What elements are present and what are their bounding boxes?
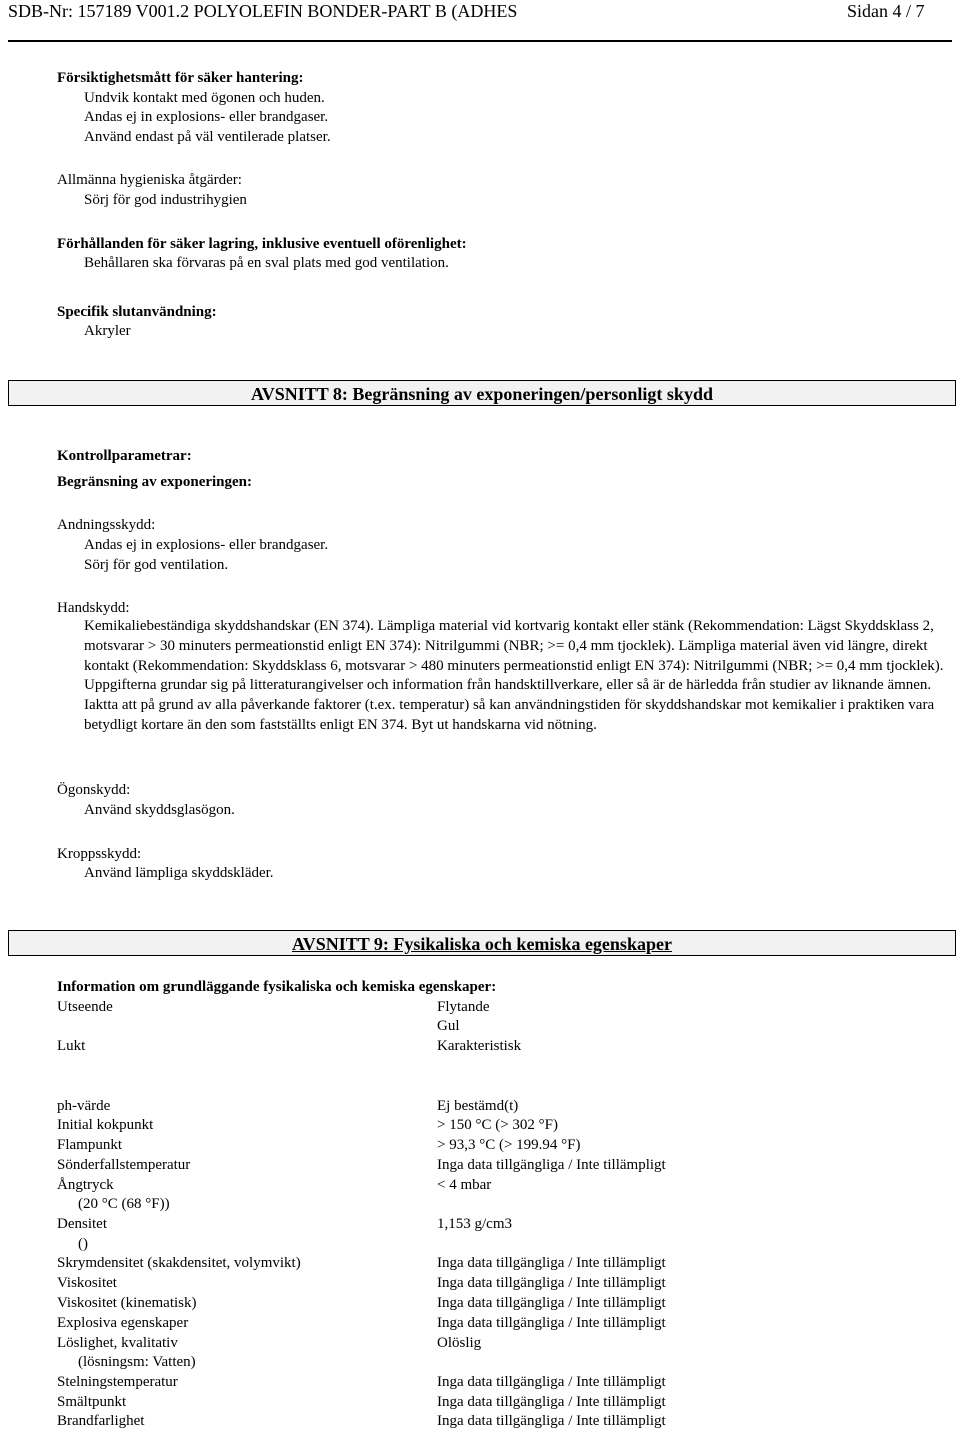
- hygiene-line: Sörj för god industrihygien: [84, 192, 247, 208]
- section-9-title: AVSNITT 9: Fysikaliska och kemiska egenskaper: [292, 934, 672, 954]
- handling-line: Andas ej in explosions- eller brandgaser.: [84, 109, 329, 125]
- property-label: Flampunkt: [57, 1137, 123, 1153]
- exposure-limits-title: Begränsning av exponeringen:: [57, 474, 253, 490]
- property-value: Karakteristisk: [437, 1038, 522, 1054]
- property-value: > 93,3 °C (> 199.94 °F): [437, 1137, 581, 1153]
- property-value: 1,153 g/cm3: [437, 1216, 512, 1232]
- end-use-title: Specifik slutanvändning:: [57, 304, 217, 320]
- property-value: Inga data tillgängliga / Inte tillämpligt: [437, 1394, 666, 1410]
- property-label: Löslighet, kvalitativ: [57, 1335, 178, 1351]
- property-condition: (lösningsm: Vatten): [78, 1354, 196, 1370]
- respiratory-line: Andas ej in explosions- eller brandgaser.: [84, 537, 329, 553]
- property-condition: (): [78, 1236, 88, 1252]
- hygiene-title: Allmänna hygieniska åtgärder:: [57, 172, 242, 188]
- property-value: Flytande: [437, 999, 490, 1015]
- handling-line: Använd endast på väl ventilerade platser.: [84, 129, 331, 145]
- property-label: ph-värde: [57, 1098, 111, 1114]
- body-protection-label: Kroppsskydd:: [57, 846, 142, 862]
- control-parameters-title: Kontrollparametrar:: [57, 448, 192, 464]
- property-label: Sönderfallstemperatur: [57, 1157, 191, 1173]
- respiratory-line: Sörj för god ventilation.: [84, 557, 229, 573]
- section-9-header: [8, 930, 956, 956]
- property-label: Smältpunkt: [57, 1394, 127, 1410]
- property-label: Densitet: [57, 1216, 107, 1232]
- physical-info-title: Information om grundläggande fysikaliska och kemiska egenskaper:: [57, 979, 497, 995]
- property-value: Inga data tillgängliga / Inte tillämpligt: [437, 1374, 666, 1390]
- property-value: Inga data tillgängliga / Inte tillämpligt: [437, 1255, 666, 1271]
- end-use-line: Akryler: [84, 323, 131, 339]
- property-label: Utseende: [57, 999, 113, 1015]
- property-value: Ej bestämd(t): [437, 1098, 519, 1114]
- property-label: Stelningstemperatur: [57, 1374, 178, 1390]
- eye-protection-line: Använd skyddsglasögon.: [84, 802, 235, 818]
- header-rule: [8, 40, 952, 42]
- property-label: Lukt: [57, 1038, 86, 1054]
- document-id: SDB-Nr: 157189 V001.2 POLYOLEFIN BONDER-PART B (ADHES: [8, 1, 518, 21]
- property-value: Inga data tillgängliga / Inte tillämpligt: [437, 1295, 666, 1311]
- property-value: > 150 °C (> 302 °F): [437, 1117, 559, 1133]
- eye-protection-label: Ögonskydd:: [57, 782, 131, 798]
- property-value: Gul: [437, 1018, 460, 1034]
- property-value: Inga data tillgängliga / Inte tillämpligt: [437, 1315, 666, 1331]
- respiratory-label: Andningsskydd:: [57, 517, 156, 533]
- handling-line: Undvik kontakt med ögonen och huden.: [84, 90, 325, 106]
- storage-title: Förhållanden för säker lagring, inklusive eventuell oförenlighet:: [57, 236, 467, 252]
- page-number: Sidan 4 / 7: [847, 1, 925, 21]
- property-label: Initial kokpunkt: [57, 1117, 154, 1133]
- property-label: Brandfarlighet: [57, 1413, 145, 1429]
- property-value: Inga data tillgängliga / Inte tillämpligt: [437, 1413, 666, 1429]
- property-label: Explosiva egenskaper: [57, 1315, 189, 1331]
- section-8-title: AVSNITT 8: Begränsning av exponeringen/personligt skydd: [251, 384, 713, 404]
- hand-protection-label: Handskydd:: [57, 600, 130, 616]
- property-value: Inga data tillgängliga / Inte tillämpligt: [437, 1275, 666, 1291]
- property-label: Viskositet (kinematisk): [57, 1295, 197, 1311]
- property-value: Olöslig: [437, 1335, 482, 1351]
- property-condition: (20 °C (68 °F)): [78, 1196, 170, 1212]
- section-8-header: [8, 380, 956, 406]
- body-protection-line: Använd lämpliga skyddskläder.: [84, 865, 274, 881]
- property-label: Ångtryck: [57, 1177, 114, 1193]
- property-label: Viskositet: [57, 1275, 117, 1291]
- storage-line: Behållaren ska förvaras på en sval plats med god ventilation.: [84, 255, 449, 271]
- property-label: Skrymdensitet (skakdensitet, volymvikt): [57, 1255, 301, 1271]
- handling-title: Försiktighetsmått för säker hantering:: [57, 70, 304, 86]
- hand-protection-text: Kemikaliebeständiga skyddshandskar (EN 374). Lämpliga material vid kortvarig kontakt eller stänk (Rekommendation: Lägst Skyddsklass 2, motsvarar > 30 minuters permeationstid enligt EN 374): Nitrilgummi (NBR; >= 0,4 mm tjocklek). Lämpliga material även vid längre, direkt kontakt (Rekommendation: Skyddsklass 6, motsvarar > 480 minuters permeationstid enligt EN 374): Nitrilgummi (NBR; >= 0,4 mm tjocklek). Uppgifterna grundar sig på litteraturangivelser och information från handsktillverkare, eller så är de härledda från studier av liknande ämnen. Iaktta att på grund av alla påverkande faktorer (t.ex. temperatur) så kan användningstiden för skyddshandskar mot kemikalier i praktiken vara betydligt kortare än den som fastställts enligt EN 374. Byt ut handskarna vid nötning.: [84, 618, 944, 733]
- property-value: Inga data tillgängliga / Inte tillämpligt: [437, 1157, 666, 1173]
- property-value: < 4 mbar: [437, 1177, 492, 1193]
